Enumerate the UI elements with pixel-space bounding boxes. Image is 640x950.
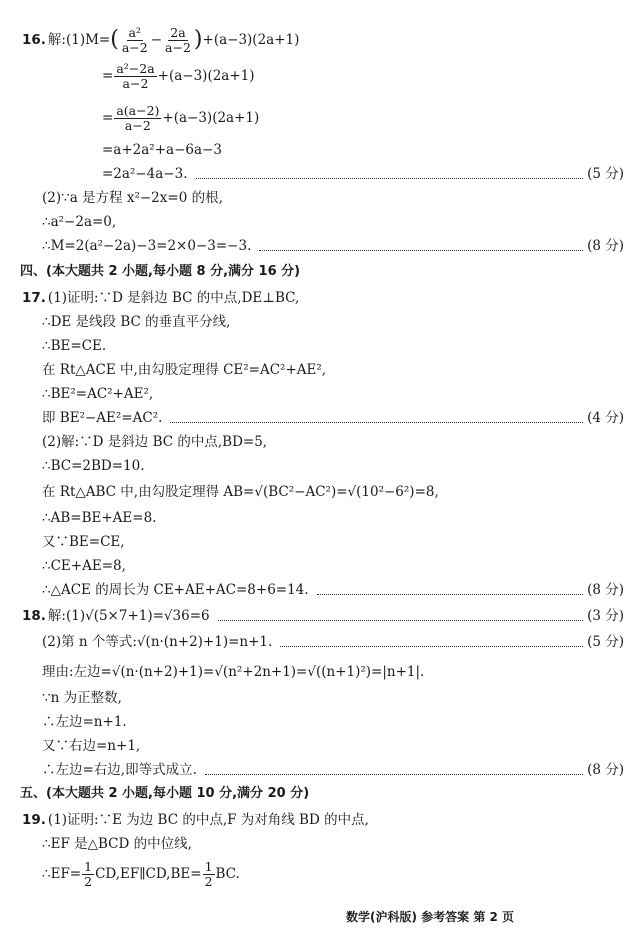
q19-text: (1)证明:∵E 为边 BC 的中点,F 为对角线 BD 的中点, — [47, 812, 369, 828]
q17-line-8 — [42, 454, 624, 478]
q18-text: 理由:左边=√(n·(n+2)+1)=√(n²+2n+1)=√((n+1)²)=|n+1|. — [42, 664, 425, 680]
q17-line-11 — [42, 530, 624, 554]
q19-text: CD,EF∥CD,BE= — [95, 866, 202, 882]
q16-line-2 — [102, 58, 624, 94]
q18-text: ∴左边=n+1. — [42, 714, 127, 730]
equals-sign: = — [102, 68, 114, 84]
q17-line-3 — [42, 334, 624, 358]
q16-line-8 — [42, 234, 624, 258]
question-number: 17. — [22, 290, 46, 306]
question-number: 19. — [22, 812, 46, 828]
q17-line-13 — [42, 578, 624, 602]
score: (3 分) — [587, 608, 624, 624]
q17-text: 又∵BE=CE, — [42, 534, 125, 550]
q17-text: ∴DE 是线段 BC 的垂直平分线, — [42, 314, 231, 330]
fraction: $\frac{a(a-2)}{a-2}$ — [116, 102, 160, 133]
leader-dots — [317, 594, 584, 595]
q16-text: ∴M=2(a²−2a)−3=2×0−3=−3. — [42, 238, 252, 254]
q19-line-1 — [22, 808, 624, 832]
q17-line-7 — [42, 430, 624, 454]
q17-text: 在 Rt△ACE 中,由勾股定理得 CE²=AC²+AE², — [42, 362, 327, 378]
q18-line-7 — [42, 758, 624, 782]
question-number: 18. — [22, 608, 46, 624]
q18-line-1 — [22, 604, 624, 628]
equals-sign: = — [102, 110, 114, 126]
leader-dots — [196, 178, 584, 179]
score: (8 分) — [587, 582, 624, 598]
q17-line-10 — [42, 506, 624, 530]
q18-text: ∵n 为正整数, — [42, 690, 122, 706]
q16-text: +(a−3)(2a+1) — [202, 32, 300, 48]
q17-text: ∴BE²=AC²+AE², — [42, 386, 154, 402]
leader-dots — [259, 250, 583, 251]
score: (4 分) — [587, 410, 624, 426]
leader-dots — [218, 620, 583, 621]
section-5-title: 五、(本大题共 2 小题,每小题 10 分,满分 20 分) — [20, 786, 310, 801]
q17-text: (1)证明:∵D 是斜边 BC 的中点,DE⊥BC, — [47, 290, 300, 306]
fraction: $\frac{1}{2}$ — [84, 858, 93, 889]
q19-text: BC. — [215, 866, 240, 882]
section-4-title: 四、(本大题共 2 小题,每小题 8 分,满分 16 分) — [20, 264, 301, 279]
leader-dots — [280, 646, 583, 647]
q18-text: ∴左边=右边,即等式成立. — [42, 762, 197, 778]
q18-line-2 — [42, 630, 624, 654]
q17-text: ∴CE+AE=8, — [42, 558, 126, 574]
section-heading — [20, 782, 624, 806]
q19-line-3 — [42, 856, 624, 892]
q17-text: ∴△ACE 的周长为 CE+AE+AC=8+6=14. — [42, 582, 309, 598]
question-number: 16. — [22, 32, 46, 48]
q18-text: 解:(1)√(5×7+1)=√36=6 — [47, 608, 210, 624]
paren-open: ( — [110, 27, 119, 52]
minus-sign: − — [150, 32, 163, 48]
q16-text: =2a²−4a−3. — [102, 166, 188, 182]
q17-text: 在 Rt△ABC 中,由勾股定理得 AB=√(BC²−AC²)=√(10²−6²)=8, — [42, 484, 439, 500]
fraction: $\frac{2a}{a-2}$ — [165, 24, 191, 55]
q17-text: ∴AB=BE+AE=8. — [42, 510, 157, 526]
q16-text: +(a−3)(2a+1) — [162, 110, 260, 126]
q17-text: (2)解:∵D 是斜边 BC 的中点,BD=5, — [42, 434, 268, 450]
q19-line-2 — [42, 832, 624, 856]
q17-line-5 — [42, 382, 624, 406]
score: (8 分) — [587, 238, 624, 254]
q16-line-1 — [22, 22, 624, 58]
q17-text: ∴BE=CE. — [42, 338, 107, 354]
q16-text: ∴a²−2a=0, — [42, 214, 117, 230]
q16-line-7 — [42, 210, 624, 234]
q16-line-5 — [102, 162, 624, 186]
q17-line-2 — [42, 310, 624, 334]
q18-line-6 — [42, 734, 624, 758]
q16-text: (2)∵a 是方程 x²−2x=0 的根, — [42, 190, 223, 206]
q18-line-5 — [42, 710, 624, 734]
q16-text: 解:(1)M= — [47, 32, 111, 48]
q17-text: ∴BC=2BD=10. — [42, 458, 145, 474]
q19-text: ∴EF= — [42, 866, 82, 882]
q17-line-12 — [42, 554, 624, 578]
fraction: $\frac{1}{2}$ — [204, 858, 213, 889]
q16-text: =a+2a²+a−6a−3 — [102, 142, 222, 158]
q16-text: +(a−3)(2a+1) — [157, 68, 255, 84]
q18-text: 又∵右边=n+1, — [42, 738, 141, 754]
q18-text: (2)第 n 个等式:√(n·(n+2)+1)=n+1. — [42, 634, 273, 650]
page-footer: 数学(沪科版) 参考答案 第 2 页 — [346, 910, 515, 924]
fraction: $\frac{\text{a²−2a}}{a-2}$ — [116, 60, 155, 91]
score: (5 分) — [587, 166, 624, 182]
score: (8 分) — [587, 762, 624, 778]
leader-dots — [205, 774, 583, 775]
q17-line-6 — [42, 406, 624, 430]
fraction: $\frac{\text{a²}}{a-2}$ — [121, 24, 148, 55]
q19-text: ∴EF 是△BCD 的中位线, — [42, 836, 192, 852]
q17-line-1 — [22, 286, 624, 310]
q17-line-9 — [42, 480, 624, 504]
section-heading — [20, 260, 624, 284]
q17-text: 即 BE²−AE²=AC². — [42, 410, 163, 426]
leader-dots — [170, 422, 583, 423]
score: (5 分) — [587, 634, 624, 650]
q18-line-4 — [42, 686, 624, 710]
q17-line-4 — [42, 358, 624, 382]
q18-line-3 — [42, 660, 624, 684]
q16-line-4 — [102, 138, 624, 162]
q16-line-6 — [42, 186, 624, 210]
paren-close: ) — [193, 27, 203, 52]
q16-line-3 — [102, 100, 624, 136]
